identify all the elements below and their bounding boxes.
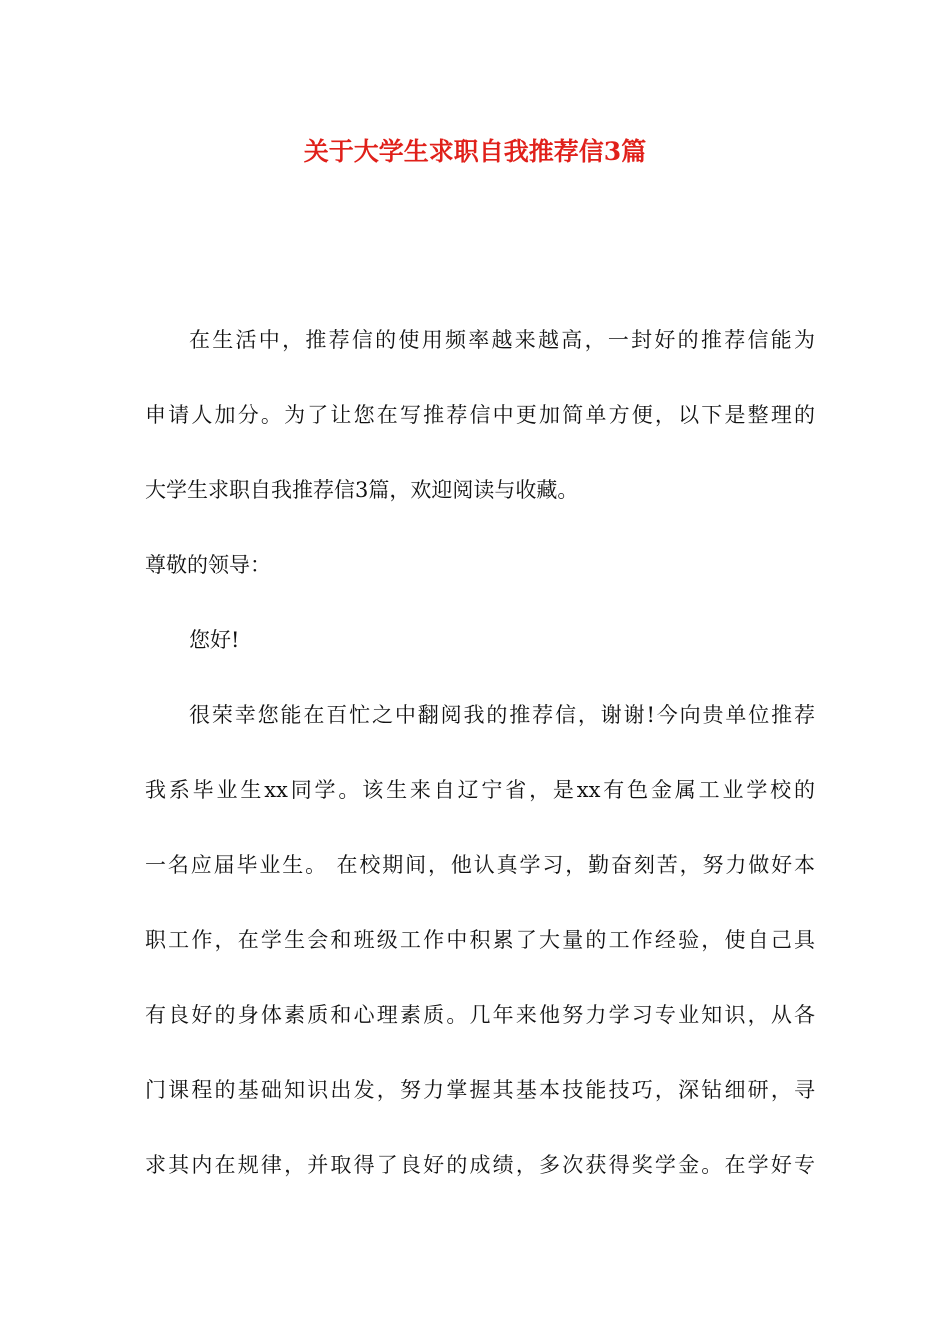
document-title: 关于大学生求职自我推荐信3篇 [303, 137, 647, 166]
paragraph-line: 求其内在规律，并取得了良好的成绩，多次获得奖学金。在学好专 [145, 1153, 815, 1177]
salutation: 尊敬的领导： [145, 553, 271, 577]
paragraph-line: 一名应届毕业生。 在校期间，他认真学习，勤奋刻苦，努力做好本 [145, 853, 815, 877]
paragraph-line: 门课程的基础知识出发，努力掌握其基本技能技巧，深钻细研，寻 [145, 1078, 815, 1102]
paragraph-line: 大学生求职自我推荐信3篇，欢迎阅读与收藏。 [145, 478, 579, 502]
paragraph-line: 我系毕业生xx同学。该生来自辽宁省，是xx有色金属工业学校的 [145, 778, 815, 802]
paragraph-line: 有良好的身体素质和心理素质。几年来他努力学习专业知识，从各 [145, 1003, 815, 1027]
paragraph-line: 申请人加分。为了让您在写推荐信中更加简单方便，以下是整理的 [145, 403, 815, 427]
paragraph-line: 在生活中，推荐信的使用频率越来越高，一封好的推荐信能为 [189, 328, 815, 352]
paragraph-line: 很荣幸您能在百忙之中翻阅我的推荐信，谢谢!今向贵单位推荐 [189, 703, 815, 727]
greeting: 您好! [189, 628, 240, 652]
paragraph-line: 职工作，在学生会和班级工作中积累了大量的工作经验，使自己具 [145, 928, 815, 952]
